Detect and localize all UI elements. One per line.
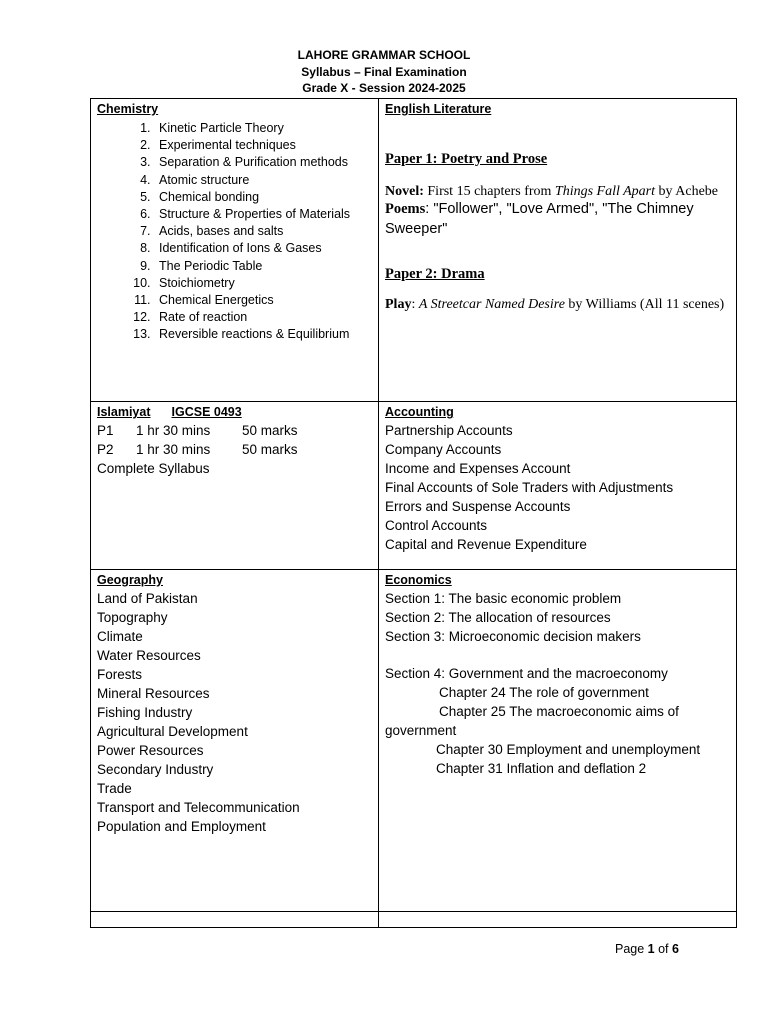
novel-line [385,184,730,199]
list-item: Chapter 24 The role of government [439,685,649,701]
syllabus-table [90,98,737,928]
accounting-cell [379,402,737,570]
list-item: Control Accounts [385,518,488,534]
current-page: 1 [647,942,655,956]
play-line [385,297,730,312]
list-item: Partnership Accounts [385,423,513,439]
geography-topic-list [97,589,372,836]
chemistry-topic-list [97,120,372,344]
list-item: Section 1: The basic economic problem [385,591,622,607]
list-item: 10. Stoichiometry [154,275,372,292]
list-item: Water Resources [97,648,201,664]
accounting-topic-list [385,421,730,554]
list-item: Population and Employment [97,819,266,835]
list-item: Secondary Industry [97,762,214,778]
list-item: Climate [97,629,143,645]
economics-topic-list [385,589,730,778]
total-pages: 6 [672,942,679,956]
paper2-title: Paper 2: Drama [385,266,485,282]
play-label: Play [385,297,412,312]
list-item: 3. Separation & Purification methods [154,154,372,171]
empty-cell [379,911,737,927]
school-name: LAHORE GRAMMAR SCHOOL [297,48,471,62]
list-item: Agricultural Development [97,724,248,740]
novel-book: Things Fall Apart [554,184,656,199]
english-heading: English Literature [385,102,492,116]
paper-row [97,421,372,440]
list-item: Mineral Resources [97,686,210,702]
document-header [0,47,768,97]
list-item: Transport and Telecommunication [97,800,300,816]
list-item: 5. Chemical bonding [154,189,372,206]
list-item: Trade [97,781,132,797]
poems-text: : "Follower", "Love Armed", "The Chimney Sweeper" [385,201,694,237]
list-item: Company Accounts [385,442,502,458]
page-word: Page [615,942,648,956]
islamiyat-details [97,421,372,478]
list-item: 9. The Periodic Table [154,258,372,275]
islamiyat-cell [91,402,379,570]
list-item: 11. Chemical Energetics [154,292,372,309]
economics-cell [379,570,737,912]
paper-duration: 1 hr 30 mins [136,423,211,439]
list-item: Forests [97,667,143,683]
accounting-heading: Accounting [385,405,454,420]
paper-marks: 50 marks [242,442,298,458]
novel-label: Novel: [385,184,424,199]
list-item: 6. Structure & Properties of Materials [154,206,372,223]
grade-session: Grade X - Session 2024-2025 [302,81,466,95]
islamiyat-code: IGCSE 0493 [171,405,242,420]
islamiyat-note: Complete Syllabus [97,461,210,477]
list-item: Chapter 31 Inflation and deflation 2 [436,761,647,777]
paper1-title: Paper 1: Poetry and Prose [385,151,548,167]
list-item: Capital and Revenue Expenditure [385,537,587,553]
play-colon: : [411,297,419,312]
list-item: Errors and Suspense Accounts [385,499,571,515]
empty-cell [91,911,379,927]
chemistry-cell [91,99,379,402]
list-item: 1. Kinetic Particle Theory [154,120,372,137]
novel-text: First 15 chapters from [423,184,555,199]
list-item: 12. Rate of reaction [154,309,372,326]
list-item: Fishing Industry [97,705,193,721]
syllabus-title: Syllabus – Final Examination [301,64,467,79]
list-item: Topography [97,610,168,626]
poems-label: Poems [385,201,426,217]
chemistry-heading: Chemistry [97,102,159,116]
list-item: Land of Pakistan [97,591,198,607]
paper-duration: 1 hr 30 mins [136,442,211,458]
table-row [91,99,737,402]
economics-heading: Economics [385,573,452,588]
table-row [91,402,737,570]
list-item: 7. Acids, bases and salts [154,223,372,240]
list-item: Chapter 25 The macroeconomic aims of [439,704,679,720]
table-row [91,570,737,912]
geography-cell [91,570,379,912]
list-item: 8. Identification of Ions & Gases [154,240,372,257]
play-details: by Williams (All 11 scenes) [564,297,725,312]
list-item: 4. Atomic structure [154,172,372,189]
paper-number: P2 [97,442,114,458]
islamiyat-title: Islamiyat [97,405,151,420]
english-literature-cell [379,99,737,402]
list-item: government [385,723,457,739]
list-item: 2. Experimental techniques [154,137,372,154]
table-row [91,911,737,927]
list-item: Final Accounts of Sole Traders with Adjustments [385,480,674,496]
paper-number: P1 [97,423,114,439]
list-item: Power Resources [97,743,204,759]
geography-heading: Geography [97,573,163,588]
list-item: 13. Reversible reactions & Equilibrium [154,326,372,343]
list-item: Chapter 30 Employment and unemployment [436,742,701,758]
novel-author: by Achebe [655,184,718,199]
list-item: Section 4: Government and the macroeconomy [385,666,668,682]
list-item: Section 3: Microeconomic decision makers [385,629,641,645]
islamiyat-heading [97,404,242,420]
poems-line [385,199,730,239]
paper-row [97,440,372,459]
paper-marks: 50 marks [242,423,298,439]
of-word: of [654,942,672,956]
play-title: A Streetcar Named Desire [418,297,565,312]
list-item: Income and Expenses Account [385,461,571,477]
list-item: Section 2: The allocation of resources [385,610,611,626]
page-number [615,942,679,956]
